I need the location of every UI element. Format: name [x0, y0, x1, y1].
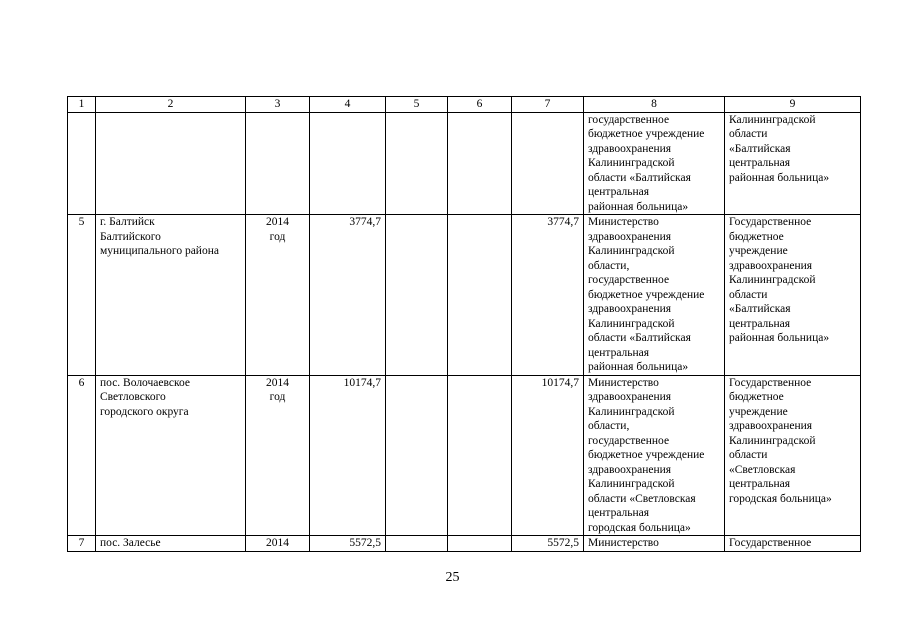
header-cell: 4	[310, 97, 386, 113]
cell-line: области,	[588, 259, 630, 272]
cell-line: Калининградской	[588, 157, 675, 169]
cell-line: центральная	[729, 478, 791, 490]
header-cell: 3	[246, 97, 310, 113]
cell-line: Государственное	[729, 376, 812, 389]
table-body	[68, 97, 861, 552]
cell-line: здравоохранения	[588, 463, 672, 476]
column-7-amount-cell	[512, 112, 584, 215]
cell-line: здравоохранения	[588, 303, 672, 315]
header-cell: 8	[584, 97, 725, 113]
cell-line: учреждение	[729, 405, 788, 418]
cell-line: Калининградской	[588, 405, 675, 418]
cell-line: здравоохранения	[588, 230, 672, 243]
cell-line: центральная	[729, 317, 791, 330]
cell-line: здравоохранения	[588, 142, 672, 155]
cell-line: «Светловская	[729, 463, 796, 476]
year-cell	[246, 536, 310, 552]
cell-line: пос. Волочаевское	[100, 376, 190, 389]
cell-line: бюджетное	[729, 230, 784, 243]
cell-line: районная больница»	[729, 332, 830, 344]
column-5-cell	[386, 375, 448, 536]
total-amount-cell: 3774,7	[310, 215, 386, 376]
location-cell	[96, 215, 246, 376]
header-cell: 2	[96, 97, 246, 113]
cell-line: Калининградской	[729, 434, 816, 447]
institution-cell	[725, 215, 861, 376]
table-row	[68, 112, 861, 215]
column-5-cell	[386, 536, 448, 552]
cell-line: Государственное	[729, 537, 812, 549]
institution-cell	[725, 536, 861, 552]
cell-line: районная больница»	[729, 171, 830, 184]
column-6-cell	[448, 536, 512, 552]
total-amount-cell	[310, 112, 386, 215]
column-6-cell	[448, 112, 512, 215]
column-5-cell	[386, 112, 448, 215]
cell-line: государственное	[588, 274, 670, 286]
cell-line: Калининградской	[729, 274, 816, 286]
cell-line: 2014	[266, 216, 289, 228]
cell-line: городская больница»	[588, 521, 691, 534]
cell-line: Министерство	[588, 216, 659, 228]
cell-line: области	[729, 128, 768, 140]
cell-line: бюджетное	[729, 391, 784, 403]
cell-line: Балтийского	[100, 230, 161, 243]
cell-line: городская больница»	[729, 492, 832, 505]
cell-line: учреждение	[729, 245, 788, 257]
cell-line: «Балтийская	[729, 142, 791, 155]
cell-line: «Балтийская	[729, 303, 791, 315]
cell-line: области «Балтийская	[588, 171, 691, 184]
cell-line: Министерство	[588, 537, 659, 549]
cell-line: бюджетное учреждение	[588, 288, 705, 301]
recipient-cell	[584, 215, 725, 376]
recipient-cell	[584, 112, 725, 215]
location-cell	[96, 536, 246, 552]
header-cell: 7	[512, 97, 584, 113]
year-cell	[246, 375, 310, 536]
cell-line: бюджетное учреждение	[588, 449, 705, 461]
column-5-cell	[386, 215, 448, 376]
table-row	[68, 215, 861, 376]
cell-line: здравоохранения	[588, 391, 672, 403]
recipient-cell	[584, 375, 725, 536]
institution-cell	[725, 375, 861, 536]
cell-line: год	[269, 230, 286, 243]
cell-line: государственное	[588, 113, 670, 126]
cell-line: государственное	[588, 434, 670, 447]
cell-line: районная больница»	[588, 200, 689, 213]
header-cell: 1	[68, 97, 96, 113]
row-number-cell: 7	[68, 536, 96, 552]
column-7-amount-cell: 10174,7	[512, 375, 584, 536]
cell-line: центральная	[588, 346, 650, 359]
cell-line: Калининградской	[729, 113, 816, 126]
cell-line: городского округа	[100, 405, 189, 418]
page-number: 25	[445, 570, 460, 585]
cell-line: год	[269, 391, 286, 403]
allocation-table	[67, 96, 861, 552]
cell-line: г. Балтийск	[100, 216, 155, 228]
cell-line: Государственное	[729, 216, 812, 228]
cell-line: Калининградской	[588, 245, 675, 257]
recipient-cell	[584, 536, 725, 552]
cell-line: здравоохранения	[729, 259, 813, 272]
row-number-cell	[68, 112, 96, 215]
total-amount-cell: 10174,7	[310, 375, 386, 536]
table-row	[68, 536, 861, 552]
location-cell	[96, 112, 246, 215]
cell-line: области	[729, 288, 768, 301]
row-number-cell: 6	[68, 375, 96, 536]
header-cell: 6	[448, 97, 512, 113]
cell-line: бюджетное учреждение	[588, 128, 705, 140]
year-cell	[246, 215, 310, 376]
cell-line: центральная	[588, 507, 650, 519]
cell-line: области «Балтийская	[588, 332, 691, 344]
cell-line: муниципального района	[100, 245, 219, 257]
table-row	[68, 375, 861, 536]
column-6-cell	[448, 375, 512, 536]
cell-line: Калининградской	[588, 478, 675, 490]
column-6-cell	[448, 215, 512, 376]
institution-cell	[725, 112, 861, 215]
cell-line: области «Светловская	[588, 492, 696, 505]
year-cell	[246, 112, 310, 215]
total-amount-cell: 5572,5	[310, 536, 386, 552]
header-cell: 5	[386, 97, 448, 113]
cell-line: пос. Залесье	[100, 537, 161, 549]
cell-line: Калининградской	[588, 317, 675, 330]
cell-line: области	[729, 449, 768, 461]
header-row	[68, 97, 861, 113]
cell-line: районная больница»	[588, 361, 689, 373]
cell-line: здравоохранения	[729, 420, 813, 432]
cell-line: 2014	[266, 376, 289, 389]
cell-line: области,	[588, 420, 630, 432]
cell-line: Министерство	[588, 376, 659, 389]
header-cell: 9	[725, 97, 861, 113]
location-cell	[96, 375, 246, 536]
column-7-amount-cell: 3774,7	[512, 215, 584, 376]
cell-line: Светловского	[100, 391, 166, 403]
row-number-cell: 5	[68, 215, 96, 376]
cell-line: 2014	[266, 537, 289, 549]
column-7-amount-cell: 5572,5	[512, 536, 584, 552]
cell-line: центральная	[729, 157, 791, 169]
cell-line: центральная	[588, 186, 650, 198]
